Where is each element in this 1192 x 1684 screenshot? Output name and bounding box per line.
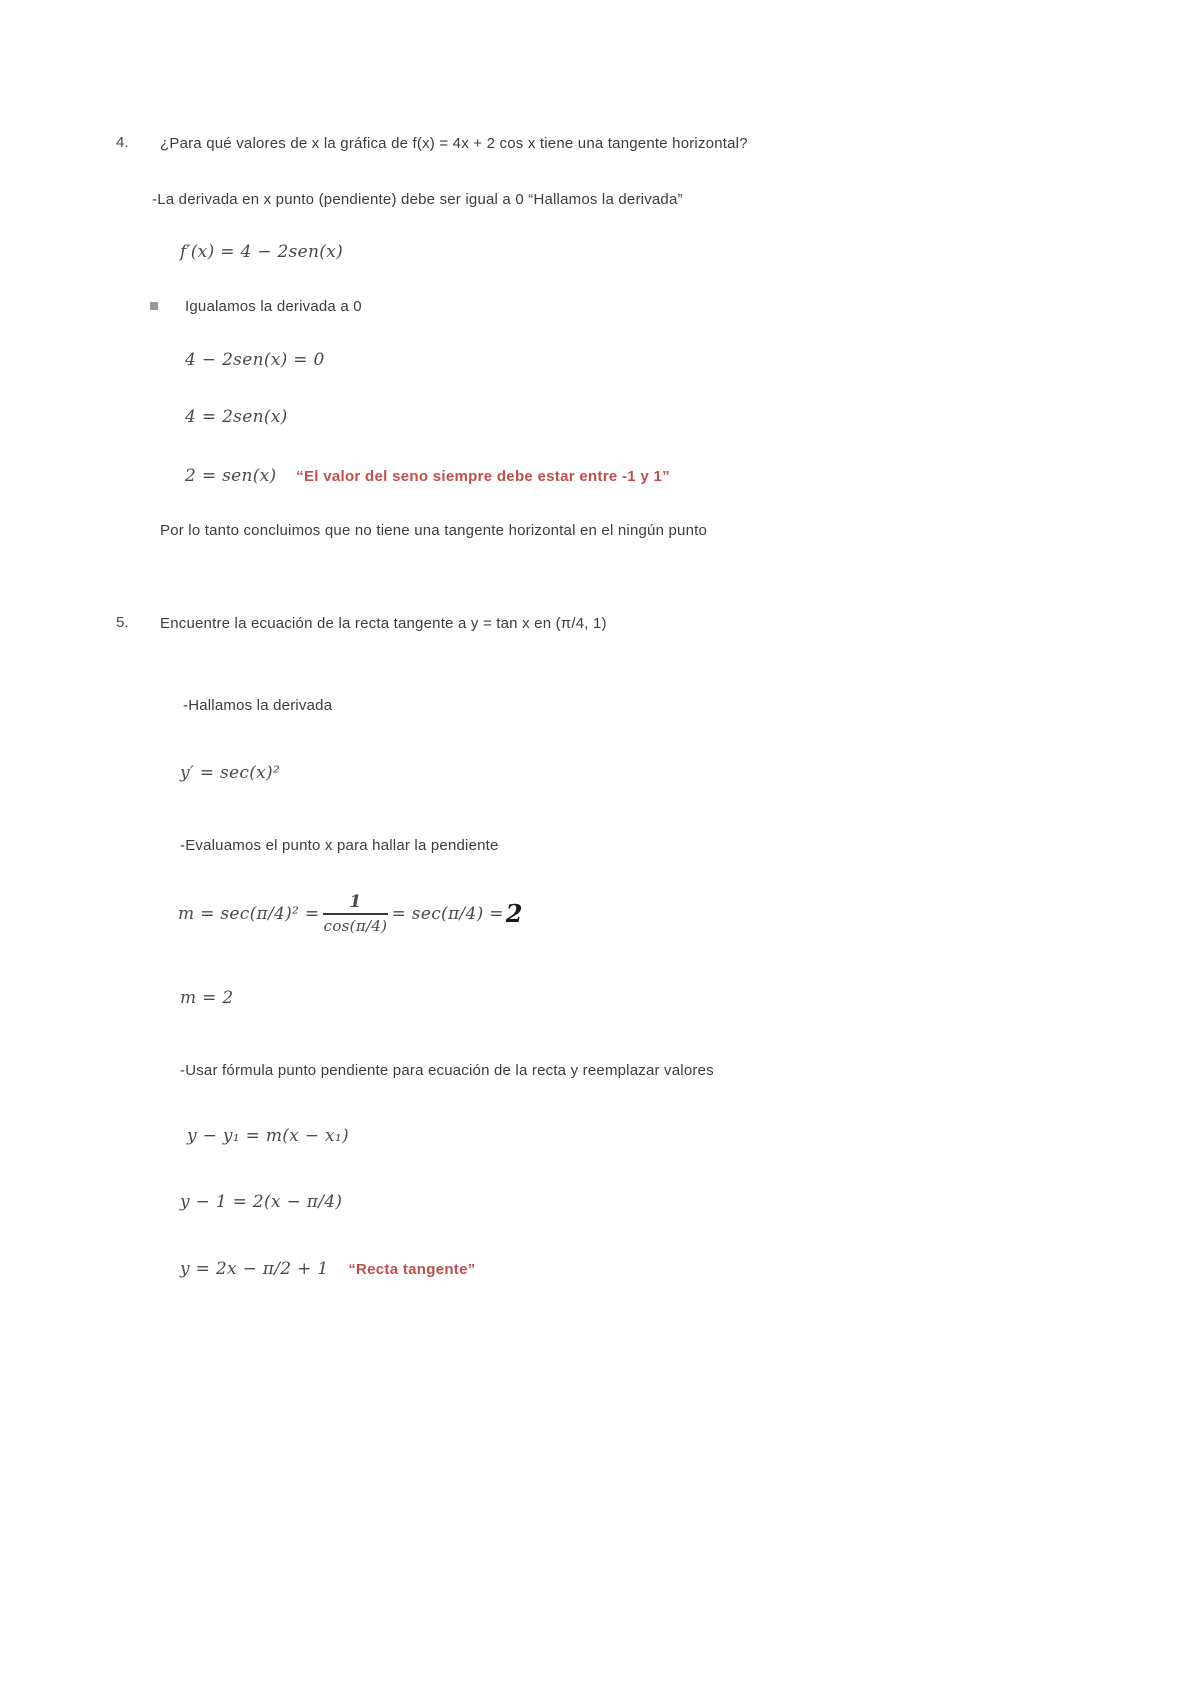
problem4-number: 4. xyxy=(116,134,129,151)
problem4-eq-result: 2 = sen(x) xyxy=(185,466,277,486)
problem5-slope-computation xyxy=(178,892,523,936)
problem5-number: 5. xyxy=(116,614,129,631)
problem4-derivative-note: -La derivada en x punto (pendiente) debe ser igual a 0 “Hallamos la derivada” xyxy=(152,191,683,208)
problem5-step-formula: -Usar fórmula punto pendiente para ecuación de la recta y reemplazar valores xyxy=(180,1062,714,1079)
problem4-eq-result-line xyxy=(185,466,670,487)
slope-result: 2 xyxy=(505,899,523,928)
problem5-question: Encuentre la ecuación de la recta tangente a y = tan x en (π/4, 1) xyxy=(160,615,607,632)
square-bullet-icon xyxy=(150,302,158,310)
problem4-eq-isolate: 4 = 2sen(x) xyxy=(185,407,288,427)
problem5-eq-slope: m = 2 xyxy=(180,988,234,1008)
problem4-bullet-text: Igualamos la derivada a 0 xyxy=(185,298,362,315)
slope-mid: = sec(π/4) = xyxy=(391,904,504,924)
problem5-eq-derivative: y′ = sec(x)² xyxy=(180,763,281,783)
problem5-step-derivative: -Hallamos la derivada xyxy=(183,697,333,714)
problem5-eq-point-slope: y − y₁ = m(x − x₁) xyxy=(187,1126,349,1146)
problem4-eq-set-zero: 4 − 2sen(x) = 0 xyxy=(185,350,325,370)
problem5-step-evaluate: -Evaluamos el punto x para hallar la pendiente xyxy=(180,837,499,854)
fraction-numerator: 1 xyxy=(323,892,387,915)
problem5-eq-tangent-line xyxy=(180,1259,476,1280)
problem4-question: ¿Para qué valores de x la gráfica de f(x) = 4x + 2 cos x tiene una tangente horizontal? xyxy=(160,135,748,152)
problem5-red-label: “Recta tangente” xyxy=(348,1261,476,1278)
slope-prefix: m = sec(π/4)² = xyxy=(178,904,320,924)
fraction-denominator: cos(π/4) xyxy=(323,917,388,935)
problem4-eq-derivative: f′(x) = 4 − 2sen(x) xyxy=(180,242,344,262)
problem4-bullet-item xyxy=(185,297,362,317)
fraction xyxy=(323,892,387,936)
problem5-eq-tangent: y = 2x − π/2 + 1 xyxy=(180,1259,329,1279)
problem4-conclusion: Por lo tanto concluimos que no tiene una tangente horizontal en el ningún punto xyxy=(160,522,708,539)
problem4-red-note: “El valor del seno siempre debe estar entre -1 y 1” xyxy=(296,468,670,485)
problem5-eq-substitute: y − 1 = 2(x − π/4) xyxy=(180,1192,343,1212)
